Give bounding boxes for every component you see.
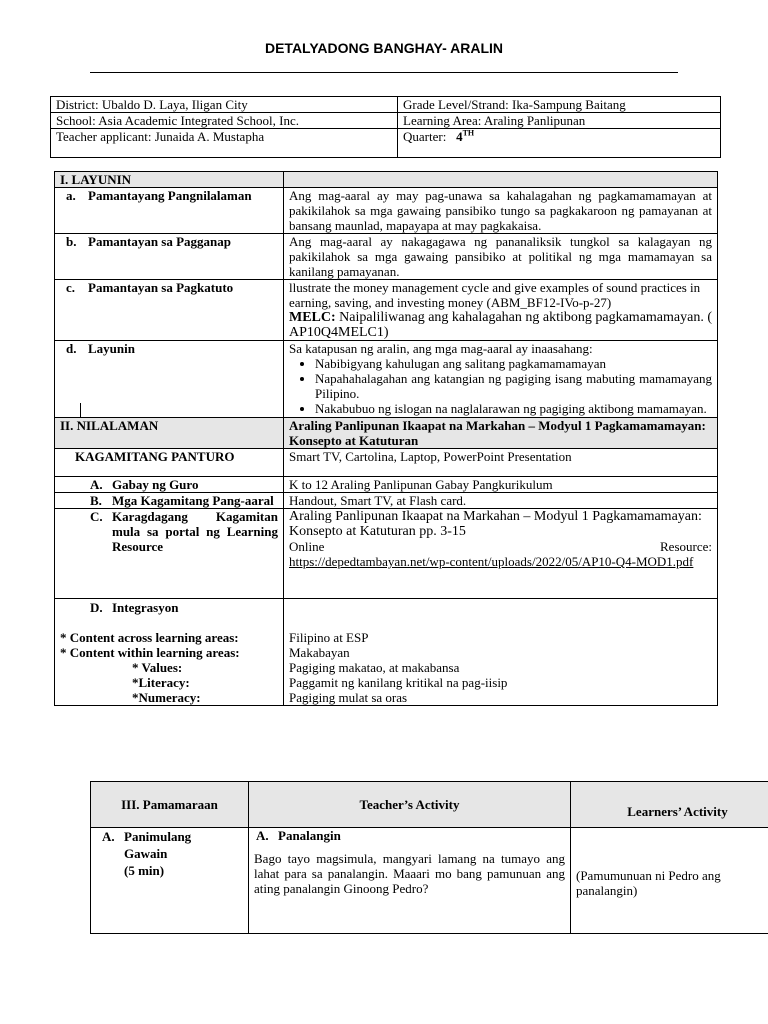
list-item: • Nakabubuo ng islogan na naglalarawan ng pagiging aktibong mamamayan. bbox=[315, 401, 712, 416]
quarter-label: Quarter: bbox=[403, 129, 447, 144]
list-item: • Napahahalagahan ang katangian ng pagiging isang mabuting mamamayang Pilipino. bbox=[315, 371, 712, 401]
kagamitan-label: KAGAMITANG PANTURO bbox=[55, 449, 284, 477]
layunin-intro: Sa katapusan ng aralin, ang mga mag-aaral ay inaasahang: bbox=[289, 341, 593, 356]
integrasyon-cell bbox=[284, 599, 718, 706]
pagganap-label: Pamantayan sa Pagganap bbox=[88, 234, 232, 249]
pagkatuto-text-1: llustrate the money management cycle and give examples of sound practices in bbox=[289, 280, 701, 295]
learning-area-cell: Learning Area: Araling Panlipunan bbox=[398, 113, 721, 129]
item-letter: A. bbox=[90, 477, 103, 492]
melc-label: MELC: bbox=[289, 310, 336, 325]
nilalaman-header: II. NILALAMAN bbox=[55, 418, 284, 449]
layunin-header-blank bbox=[284, 172, 718, 188]
item-letter: b. bbox=[66, 234, 77, 249]
karagdagang-text: Araling Panlipunan Ikaapat na Markahan – Modyul 1 Pagkamamamayan: Konsepto at Katuturan pp. 3-15 bbox=[289, 509, 702, 539]
learners-activity-cell bbox=[571, 828, 768, 934]
kagamitang-label-cell bbox=[55, 493, 284, 509]
kagamitan-text: Smart TV, Cartolina, Laptop, PowerPoint Presentation bbox=[284, 449, 718, 477]
teacher-activity-header: Teacher’s Activity bbox=[249, 782, 571, 828]
panimulang-gawain-label bbox=[124, 828, 243, 879]
grade-level-cell: Grade Level/Strand: Ika-Sampung Baitang bbox=[398, 97, 721, 113]
label-line: (5 min) bbox=[124, 863, 165, 878]
text-cursor bbox=[80, 403, 81, 417]
label-line: Panimulang bbox=[124, 829, 192, 844]
layunin-list bbox=[289, 356, 712, 416]
integ-label-values: * Values: bbox=[132, 660, 183, 675]
karagdagang-label: Karagdagang Kagamitan mula sa portal ng Learning Resource bbox=[112, 509, 278, 554]
gabay-label: Gabay ng Guro bbox=[112, 477, 199, 492]
pangnilalaman-label-cell bbox=[55, 188, 284, 234]
procedure-header: III. Pamamaraan bbox=[91, 782, 249, 828]
layunin-cell bbox=[284, 341, 718, 418]
pagkatuto-cell bbox=[284, 280, 718, 341]
nilalaman-text: Araling Panlipunan Ikaapat na Markahan – Modyul 1 Pagkamamamayan: Konsepto at Katuturan bbox=[284, 418, 718, 449]
karagdagang-label-cell bbox=[55, 509, 284, 599]
pangnilalaman-label: Pamantayang Pangnilalaman bbox=[88, 188, 252, 203]
item-letter: B. bbox=[90, 493, 102, 508]
item-letter: A. bbox=[256, 828, 269, 843]
melc-description: Naipaliliwanag ang kahalagahan ng aktibong pagkamamamayan. ( AP10Q4MELC1) bbox=[289, 310, 712, 340]
item-letter: C. bbox=[90, 509, 103, 524]
item-letter: c. bbox=[66, 280, 76, 295]
item-letter: d. bbox=[66, 341, 77, 356]
integ-value-values: Pagiging makatao, at makabansa bbox=[289, 660, 460, 675]
quarter-cell bbox=[398, 129, 721, 158]
integrasyon-label-cell bbox=[55, 599, 284, 706]
integ-label-numeracy: *Numeracy: bbox=[132, 690, 201, 705]
school-cell: School: Asia Academic Integrated School, Inc. bbox=[51, 113, 398, 129]
title-underline bbox=[90, 72, 678, 73]
layunin-label: Layunin bbox=[88, 341, 135, 356]
pagkatuto-label: Pamantayan sa Pagkatuto bbox=[88, 280, 234, 295]
pagganap-text: Ang mag-aaral ay nakagagawa ng pananaliksik tungkol sa kalagayan ng pakikilahok sa mga gawaing pansibiko at politikal ng mga mamamayan sa kanilang pamayanan. bbox=[284, 234, 718, 280]
gabay-text: K to 12 Araling Panlipunan Gabay Pangkurikulum bbox=[284, 477, 718, 493]
melc-text bbox=[289, 310, 712, 340]
layunin-header: I. LAYUNIN bbox=[55, 172, 284, 188]
item-letter: A. bbox=[102, 829, 115, 844]
panalangin-label: Panalangin bbox=[278, 828, 341, 843]
integ-value-across: Filipino at ESP bbox=[289, 630, 369, 645]
gabay-label-cell bbox=[55, 477, 284, 493]
teacher-activity-cell bbox=[249, 828, 571, 934]
pagkatuto-text-2: earning, saving, and investing money (ABM_BF12-IVo-p-27) bbox=[289, 295, 612, 310]
learners-activity-header: Learners’ Activity bbox=[571, 782, 768, 828]
item-letter: a. bbox=[66, 188, 76, 203]
pagkatuto-label-cell bbox=[55, 280, 284, 341]
item-letter: D. bbox=[90, 600, 103, 615]
kagamitang-label: Mga Kagamitang Pang-aaral bbox=[112, 493, 274, 508]
label-line: Gawain bbox=[124, 846, 168, 861]
document-title: DETALYADONG BANGHAY- ARALIN bbox=[264, 40, 504, 56]
layunin-label-cell bbox=[55, 341, 284, 418]
teacher-cell: Teacher applicant: Junaida A. Mustapha bbox=[51, 129, 398, 158]
integ-value-numeracy: Pagiging mulat sa oras bbox=[289, 690, 408, 705]
lesson-plan-table bbox=[54, 171, 718, 706]
quarter-value: 4 bbox=[456, 129, 463, 144]
integ-label-within: * Content within learning areas: bbox=[60, 645, 240, 660]
integ-value-within: Makabayan bbox=[289, 645, 350, 660]
info-table bbox=[50, 96, 721, 158]
district-cell: District: Ubaldo D. Laya, Iligan City bbox=[51, 97, 398, 113]
karagdagang-cell bbox=[284, 509, 718, 599]
integ-label-literacy: *Literacy: bbox=[132, 675, 190, 690]
resource-label: Resource: bbox=[660, 539, 712, 554]
kagamitang-text: Handout, Smart TV, at Flash card. bbox=[284, 493, 718, 509]
integrasyon-label: Integrasyon bbox=[112, 600, 179, 615]
panimulang-gawain-cell bbox=[91, 828, 249, 934]
list-item: • Nabibigyang kahulugan ang salitang pagkamamamayan bbox=[315, 356, 712, 371]
integ-label-across: * Content across learning areas: bbox=[60, 630, 239, 645]
teacher-activity-text: Bago tayo magsimula, mangyari lamang na tumayo ang lahat para sa panalangin. Maaari mo bang pamunuan ang ating panalangin Ginoong Pedro? bbox=[254, 851, 565, 896]
procedure-table bbox=[90, 781, 768, 934]
pagganap-label-cell bbox=[55, 234, 284, 280]
pangnilalaman-text: Ang mag-aaral ay may pag-unawa sa kahalagahan ng pagkamamamayan at pakikilahok sa mga gawaing pansibiko tungo sa pagkakaroon ng pamayanan at bansang maunlad, mapayapa at may pagkakaisa. bbox=[284, 188, 718, 234]
integ-value-literacy: Paggamit ng kanilang kritikal na pag-iisip bbox=[289, 675, 508, 690]
quarter-suffix: TH bbox=[462, 128, 475, 138]
online-label: Online bbox=[289, 539, 325, 554]
resource-link[interactable]: https://depedtambayan.net/wp-content/uploads/2022/05/AP10-Q4-MOD1.pdf bbox=[289, 554, 694, 569]
learners-activity-text: (Pamumunuan ni Pedro ang panalangin) bbox=[576, 868, 721, 898]
online-resource-line bbox=[289, 539, 712, 554]
